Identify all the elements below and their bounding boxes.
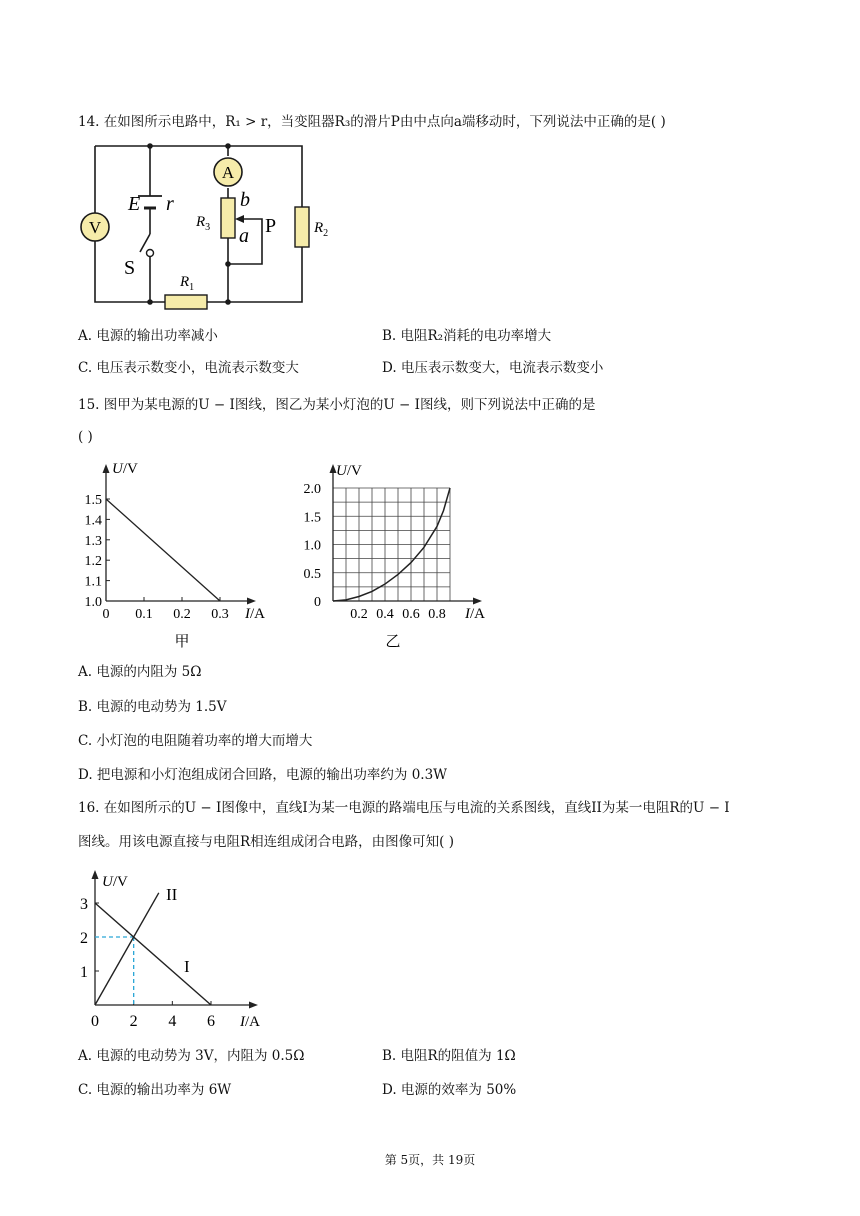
q16-option-a[interactable]: A. 电源的电动势为 3V，内阻为 0.5Ω	[78, 1048, 305, 1064]
x-axis-arrow	[249, 1002, 258, 1009]
x-axis-arrow	[247, 598, 256, 605]
q15-option-b[interactable]: B. 电源的电动势为 1.5V	[78, 699, 227, 715]
r2-label: $R_2$	[314, 220, 329, 239]
r1-label: $R_1$	[180, 274, 195, 293]
y-tick-label: 2	[80, 930, 88, 947]
chart-caption: 乙	[385, 634, 401, 650]
y-tick-label: 1	[80, 964, 88, 981]
x-tick-label: 4	[168, 1013, 177, 1030]
page-footer: 第 5页，共 19页	[384, 1153, 476, 1167]
r2-resistor	[295, 207, 309, 247]
x-tick-label: 0.3	[211, 607, 229, 622]
x-axis-label: I/A	[240, 1014, 260, 1030]
x-tick-label: 2	[129, 1013, 138, 1030]
voltmeter-label: V	[88, 218, 102, 237]
r3-resistor	[221, 198, 235, 238]
x-tick-label: 0.4	[376, 607, 394, 622]
q14-option-a[interactable]: A. 电源的输出功率减小	[78, 328, 218, 344]
x-axis-arrow	[473, 598, 482, 605]
q14-stem: 14. 在如图所示电路中，R₁ > r，当变阻器R₃的滑片P由中点向a端移动时，下列说法中正确的是( )	[78, 114, 666, 130]
y-tick-label: 1.1	[84, 574, 102, 590]
y-axis-label: U/V	[336, 463, 362, 479]
q14-option-b[interactable]: B. 电阻R₂消耗的电功率增大	[382, 328, 552, 344]
y-tick-label: 1.5	[84, 493, 102, 508]
q15-option-c[interactable]: C. 小灯泡的电阻随着功率的增大而增大	[78, 733, 313, 749]
slider-arrow	[235, 215, 244, 223]
q16-option-d[interactable]: D. 电源的效率为 50%	[382, 1082, 517, 1098]
x-axis-label: I/A	[245, 606, 265, 622]
x-tick-label: 0.1	[135, 607, 153, 622]
q15-stem-line2: ( )	[78, 429, 93, 445]
x-tick-label: 0	[102, 607, 110, 622]
line-II	[95, 893, 159, 1005]
internal-resistance-label: r	[166, 193, 174, 215]
y-tick-label: 0.5	[303, 566, 321, 582]
y-tick-label: 0	[314, 595, 321, 610]
y-axis-arrow	[103, 464, 110, 473]
y-tick-label: 1.3	[84, 533, 102, 549]
chart-q16	[72, 862, 282, 1044]
y-tick-label: 2.0	[303, 482, 321, 497]
x-tick-label: 0.6	[402, 607, 420, 622]
chart-caption: 甲	[174, 634, 190, 650]
y-axis-arrow	[92, 870, 99, 879]
y-tick-label: 1.4	[84, 513, 102, 529]
y-tick-label: 1.2	[84, 554, 102, 570]
x-tick-label: 0.8	[428, 607, 446, 622]
q14-option-d[interactable]: D. 电压表示数变大，电流表示数变小	[382, 360, 604, 376]
switch-label: S	[124, 257, 136, 279]
switch-contact	[147, 250, 154, 257]
x-tick-label: 6	[207, 1013, 215, 1030]
series-label-I: I	[184, 957, 190, 976]
q16-stem-line2: 图线。用该电源直接与电阻R相连组成闭合电路，由图像可知( )	[78, 834, 454, 850]
q15-option-a[interactable]: A. 电源的内阻为 5Ω	[78, 664, 202, 680]
q14-option-c[interactable]: C. 电压表示数变小，电流表示数变大	[78, 360, 299, 376]
x-tick-label: 0.2	[173, 607, 191, 622]
q15-stem-line1: 15. 图甲为某电源的U − I图线，图乙为某小灯泡的U − I图线，则下列说法中正确的是	[78, 397, 596, 413]
r1-resistor	[165, 295, 207, 309]
q14-circuit-figure	[78, 140, 340, 316]
series-label-II: II	[166, 885, 178, 904]
x-tick-label: 0	[91, 1013, 99, 1030]
emf-label: E	[128, 193, 141, 215]
y-axis-label: U/V	[112, 461, 138, 477]
chart-jia	[70, 458, 285, 662]
q16-stem-line1: 16. 在如图所示的U − I图像中，直线I为某一电源的路端电压与电流的关系图线，直线II为某一电阻R的U − I	[78, 800, 730, 816]
q15-option-d[interactable]: D. 把电源和小灯泡组成闭合回路，电源的输出功率约为 0.3W	[78, 767, 448, 783]
x-tick-label: 0.2	[350, 607, 368, 622]
slider-label: P	[265, 215, 277, 237]
y-tick-label: 1.5	[303, 510, 321, 526]
y-tick-label: 1.0	[84, 595, 102, 610]
source-ui-line	[106, 499, 220, 601]
y-tick-label: 3	[80, 896, 88, 913]
y-axis-label: U/V	[102, 874, 128, 890]
q16-option-c[interactable]: C. 电源的输出功率为 6W	[78, 1082, 232, 1098]
line-I	[95, 903, 211, 1005]
ammeter-label: A	[221, 163, 235, 182]
chart-yi	[290, 458, 500, 662]
x-axis-label: I/A	[465, 606, 485, 622]
end-b-label: b	[240, 189, 250, 211]
end-a-label: a	[239, 225, 249, 247]
r3-label: $R_3$	[196, 214, 211, 233]
y-tick-label: 1.0	[303, 538, 321, 554]
q16-option-b[interactable]: B. 电阻R的阻值为 1Ω	[382, 1048, 516, 1064]
